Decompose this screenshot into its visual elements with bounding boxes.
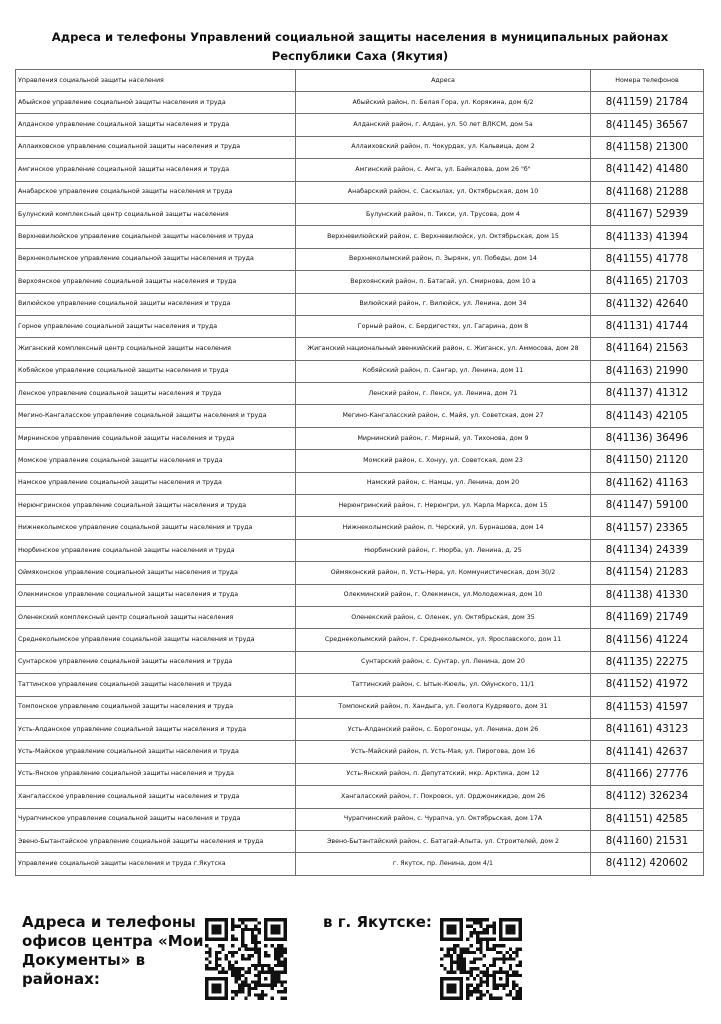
table-row <box>16 786 704 808</box>
department-cell: Мегино-Кангаласское управление социальной защиты населения и труда <box>16 405 296 427</box>
department-cell: Алданское управление социальной защиты населения и труда <box>16 114 296 136</box>
department-cell: Олекминское управление социальной защиты населения и труда <box>16 584 296 606</box>
table-row <box>16 405 704 427</box>
phone-cell: 8(41161) 43123 <box>591 718 704 740</box>
department-cell: Оймяконское управление социальной защиты населения и труда <box>16 562 296 584</box>
phone-cell: 8(41152) 41972 <box>591 674 704 696</box>
address-cell: Горный район, с. Бердигестях, ул. Гагарина, дом 8 <box>296 315 591 337</box>
phone-cell: 8(41151) 42585 <box>591 808 704 830</box>
table-row <box>16 808 704 830</box>
table-row <box>16 763 704 785</box>
phone-cell: 8(41160) 21531 <box>591 830 704 852</box>
phone-cell: 8(41155) 41778 <box>591 248 704 270</box>
address-cell: Мегино-Кангаласский район, с. Майя, ул. Советская, дом 27 <box>296 405 591 427</box>
address-cell: Булунский район, п. Тикси, ул. Трусова, дом 4 <box>296 203 591 225</box>
address-cell: Эвено-Бытантайский район, с. Батагай-Алыта, ул. Строителей, дом 2 <box>296 830 591 852</box>
phone-cell: 8(41137) 41312 <box>591 383 704 405</box>
table-row <box>16 315 704 337</box>
title-line-2: Республики Саха (Якутия) <box>271 49 449 63</box>
department-cell: Ленское управление социальной защиты населения и труда <box>16 383 296 405</box>
phone-cell: 8(41159) 21784 <box>591 92 704 114</box>
table-row <box>16 159 704 181</box>
table-row <box>16 181 704 203</box>
department-cell: Амгинское управление социальной защиты населения и труда <box>16 159 296 181</box>
phone-cell: 8(41150) 21120 <box>591 450 704 472</box>
department-cell: Томпонское управление социальной защиты населения и труда <box>16 696 296 718</box>
department-cell: Нижнеколымское управление социальной защиты населения и труда <box>16 517 296 539</box>
table-row <box>16 92 704 114</box>
department-cell: Верхневилюйское управление социальной защиты населения и труда <box>16 226 296 248</box>
phone-cell: 8(41147) 59100 <box>591 495 704 517</box>
table-row <box>16 674 704 696</box>
table-row <box>16 606 704 628</box>
department-cell: Чурапчинское управление социальной защиты населения и труда <box>16 808 296 830</box>
districts-offices-caption: Адреса и телефоны офисов центра «Мои Документы» в районах: <box>22 913 204 988</box>
department-cell: Булунский комплексный центр социальной защиты населения <box>16 203 296 225</box>
phone-cell: 8(41142) 41480 <box>591 159 704 181</box>
phone-cell: 8(41135) 22275 <box>591 651 704 673</box>
phone-cell: 8(41169) 21749 <box>591 606 704 628</box>
department-cell: Момское управление социальной защиты населения и труда <box>16 450 296 472</box>
address-cell: Верхнеколымский район, п. Зырянк, ул. Победы, дом 14 <box>296 248 591 270</box>
table-row <box>16 584 704 606</box>
address-cell: Таттинский район, с. Ытык-Кюель, ул. Ойунского, 11/1 <box>296 674 591 696</box>
address-cell: Мирнинский район, г. Мирный, ул. Тихонова, дом 9 <box>296 427 591 449</box>
department-cell: Нерюнгринское управление социальной защиты населения и труда <box>16 495 296 517</box>
department-cell: Хангаласское управление социальной защиты населения и труда <box>16 786 296 808</box>
department-cell: Горное управление социальной защиты населения и труда <box>16 315 296 337</box>
phone-cell: 8(41162) 41163 <box>591 472 704 494</box>
table-row <box>16 248 704 270</box>
address-cell: Аллаиховский район, п. Чокурдах, ул. Кальвица, дом 2 <box>296 136 591 158</box>
table-row <box>16 651 704 673</box>
header-department: Управления социальной защиты населения <box>16 70 296 92</box>
phone-cell: 8(41165) 21703 <box>591 271 704 293</box>
phone-cell: 8(41143) 42105 <box>591 405 704 427</box>
address-cell: Усть-Алданский район, с. Борогонцы, ул. Ленина, дом 26 <box>296 718 591 740</box>
address-cell: Среднеколымский район, г. Среднеколымск, ул. Ярославского, дом 11 <box>296 629 591 651</box>
table-row <box>16 853 704 875</box>
department-cell: Сунтарское управление социальной защиты населения и труда <box>16 651 296 673</box>
address-cell: Жиганский национальный эвенкийский район, с. Жиганск, ул. Аммосова, дом 28 <box>296 338 591 360</box>
address-cell: г. Якутск, пр. Ленина, дом 4/1 <box>296 853 591 875</box>
address-cell: Хангаласский район, г. Покровск, ул. Орджоникидзе, дом 26 <box>296 786 591 808</box>
address-cell: Нижнеколымский район, п. Черский, ул. Бурнашова, дом 14 <box>296 517 591 539</box>
title-line-1: Адреса и телефоны Управлений социальной защиты населения в муниципальных районах <box>51 30 669 44</box>
yakutsk-offices-caption: в г. Якутске: <box>323 913 432 931</box>
phone-cell: 8(41153) 41597 <box>591 696 704 718</box>
table-row <box>16 450 704 472</box>
phone-cell: 8(4112) 326234 <box>591 786 704 808</box>
page-title <box>20 28 700 66</box>
qr-code-icon[interactable] <box>205 918 287 1000</box>
department-cell: Эвено-Бытантайское управление социальной защиты населения и труда <box>16 830 296 852</box>
table-row <box>16 293 704 315</box>
department-cell: Нюрбинское управление социальной защиты населения и труда <box>16 539 296 561</box>
table-row <box>16 696 704 718</box>
phone-cell: 8(41157) 23365 <box>591 517 704 539</box>
phone-cell: 8(41133) 41394 <box>591 226 704 248</box>
department-cell: Аллаиховское управление социальной защиты населения и труда <box>16 136 296 158</box>
phone-cell: 8(41136) 36496 <box>591 427 704 449</box>
address-cell: Ленский район, г. Ленск, ул. Ленина, дом 71 <box>296 383 591 405</box>
address-cell: Амгинский район, с. Амга, ул. Байкалова, дом 26 "б" <box>296 159 591 181</box>
address-cell: Намский район, с. Намцы, ул. Ленина, дом 20 <box>296 472 591 494</box>
address-cell: Олекминский район, г. Олекминск, ул.Молодежная, дом 10 <box>296 584 591 606</box>
phone-cell: 8(41132) 42640 <box>591 293 704 315</box>
address-cell: Оймяконский район, п. Усть-Нера, ул. Коммунистическая, дом 30/2 <box>296 562 591 584</box>
table-row <box>16 495 704 517</box>
department-cell: Верхнеколымское управление социальной защиты населения и труда <box>16 248 296 270</box>
header-phone: Номера телефонов <box>591 70 704 92</box>
table-row <box>16 383 704 405</box>
phone-cell: 8(41168) 21288 <box>591 181 704 203</box>
address-cell: Верхневилюйский район, с. Верхневилюйск, ул. Октябрьская, дом 15 <box>296 226 591 248</box>
table-row <box>16 226 704 248</box>
table-row <box>16 718 704 740</box>
header-address: Адреса <box>296 70 591 92</box>
phone-cell: 8(41134) 24339 <box>591 539 704 561</box>
address-cell: Томпонский район, п. Хандыга, ул. Геолога Кудрявого, дом 31 <box>296 696 591 718</box>
table-row <box>16 539 704 561</box>
table-row <box>16 114 704 136</box>
department-cell: Оленекский комплексный центр социальной защиты населения <box>16 606 296 628</box>
address-cell: Нюрбинский район, г. Нюрба, ул. Ленина, д. 25 <box>296 539 591 561</box>
department-cell: Мирнинское управление социальной защиты населения и труда <box>16 427 296 449</box>
table-row <box>16 271 704 293</box>
address-table <box>15 69 704 876</box>
address-cell: Абыйский район, п. Белая Гора, ул. Корякина, дом 6/2 <box>296 92 591 114</box>
phone-cell: 8(41138) 41330 <box>591 584 704 606</box>
phone-cell: 8(4112) 420602 <box>591 853 704 875</box>
department-cell: Усть-Алданское управление социальной защиты населения и труда <box>16 718 296 740</box>
table-row <box>16 830 704 852</box>
table-row <box>16 562 704 584</box>
phone-cell: 8(41131) 41744 <box>591 315 704 337</box>
address-cell: Верхоянский район, п. Батагай, ул. Смирнова, дом 10 а <box>296 271 591 293</box>
table-header-row <box>16 70 704 92</box>
department-cell: Таттинское управление социальной защиты населения и труда <box>16 674 296 696</box>
department-cell: Кобяйское управление социальной защиты населения и труда <box>16 360 296 382</box>
address-cell: Усть-Майский район, п. Усть-Мая, ул. Пирогова, дом 16 <box>296 741 591 763</box>
address-cell: Оленекский район, с. Оленек, ул. Октябрьская, дом 35 <box>296 606 591 628</box>
address-cell: Алданский район, г. Алдан, ул. 50 лет ВЛКСМ, дом 5а <box>296 114 591 136</box>
table-row <box>16 741 704 763</box>
address-cell: Усть-Янский район, п. Депутатский, мкр. Арктика, дом 12 <box>296 763 591 785</box>
phone-cell: 8(41158) 21300 <box>591 136 704 158</box>
department-cell: Среднеколымское управление социальной защиты населения и труда <box>16 629 296 651</box>
department-cell: Усть-Майское управление социальной защиты населения и труда <box>16 741 296 763</box>
qr-code-icon[interactable] <box>440 918 522 1000</box>
department-cell: Верхоянское управление социальной защиты населения и труда <box>16 271 296 293</box>
address-cell: Сунтарский район, с. Сунтар, ул. Ленина, дом 20 <box>296 651 591 673</box>
address-cell: Вилюйский район, г. Вилюйск, ул. Ленина, дом 34 <box>296 293 591 315</box>
table-row <box>16 427 704 449</box>
phone-cell: 8(41141) 42637 <box>591 741 704 763</box>
table-row <box>16 472 704 494</box>
address-cell: Момский район, с. Хонуу, ул. Советская, дом 23 <box>296 450 591 472</box>
table-row <box>16 517 704 539</box>
phone-cell: 8(41166) 27776 <box>591 763 704 785</box>
table-body <box>16 92 704 876</box>
department-cell: Анабарское управление социальной защиты населения и труда <box>16 181 296 203</box>
table-row <box>16 338 704 360</box>
address-cell: Нерюнгринский район, г. Нерюнгри, ул. Карла Маркса, дом 15 <box>296 495 591 517</box>
phone-cell: 8(41167) 52939 <box>591 203 704 225</box>
department-cell: Усть-Янское управление социальной защиты населения и труда <box>16 763 296 785</box>
department-cell: Управление социальной защиты населения и труда г.Якутска <box>16 853 296 875</box>
address-cell: Анабарский район, с. Саскылах, ул. Октябрьская, дом 10 <box>296 181 591 203</box>
phone-cell: 8(41154) 21283 <box>591 562 704 584</box>
address-cell: Кобяйский район, п. Сангар, ул. Ленина, дом 11 <box>296 360 591 382</box>
table-row <box>16 136 704 158</box>
address-cell: Чурапчинский район, с. Чурапча, ул. Октябрьская, дом 17А <box>296 808 591 830</box>
phone-cell: 8(41164) 21563 <box>591 338 704 360</box>
table-row <box>16 360 704 382</box>
department-cell: Вилюйское управление социальной защиты населения и труда <box>16 293 296 315</box>
table-row <box>16 203 704 225</box>
department-cell: Абыйское управление социальной защиты населения и труда <box>16 92 296 114</box>
department-cell: Жиганский комплексный центр социальной защиты населения <box>16 338 296 360</box>
phone-cell: 8(41163) 21990 <box>591 360 704 382</box>
department-cell: Намское управление социальной защиты населения и труда <box>16 472 296 494</box>
phone-cell: 8(41156) 41224 <box>591 629 704 651</box>
table-row <box>16 629 704 651</box>
phone-cell: 8(41145) 36567 <box>591 114 704 136</box>
